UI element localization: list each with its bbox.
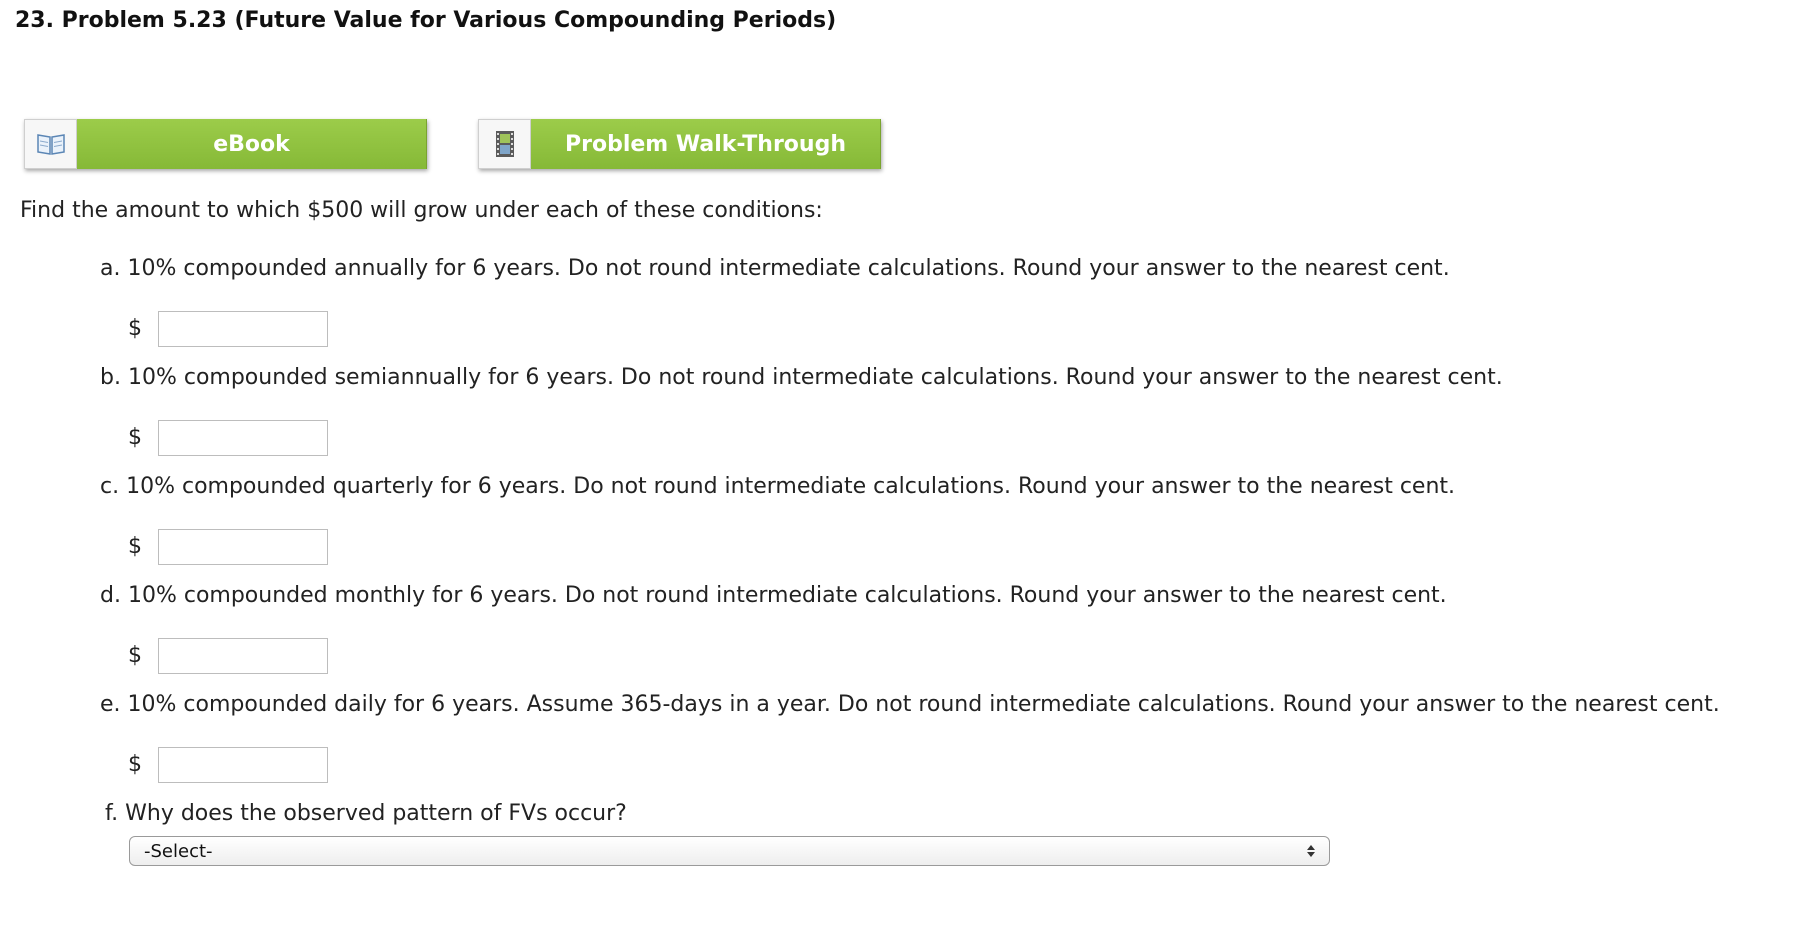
book-icon (24, 119, 77, 169)
question-a-text: a. 10% compounded annually for 6 years. Do not round intermediate calculations. Round your answer to the nearest cent. (100, 256, 1450, 281)
select-arrows-icon (1307, 845, 1315, 857)
currency-symbol-b: $ (128, 425, 142, 450)
ebook-label: eBook (77, 119, 427, 169)
answer-input-c[interactable] (158, 529, 328, 565)
problem-walkthrough-button[interactable] (478, 119, 881, 169)
question-f-text: f. Why does the observed pattern of FVs occur? (105, 801, 627, 826)
film-icon (478, 119, 531, 169)
problem-intro: Find the amount to which $500 will grow under each of these conditions: (20, 198, 823, 223)
currency-symbol-c: $ (128, 534, 142, 559)
answer-input-d[interactable] (158, 638, 328, 674)
question-d-text: d. 10% compounded monthly for 6 years. Do not round intermediate calculations. Round your answer to the nearest cent. (100, 583, 1447, 608)
answer-input-b[interactable] (158, 420, 328, 456)
page-title: 23. Problem 5.23 (Future Value for Various Compounding Periods) (15, 8, 837, 33)
ebook-button[interactable] (24, 119, 427, 169)
currency-symbol-a: $ (128, 316, 142, 341)
currency-symbol-d: $ (128, 643, 142, 668)
question-b-text: b. 10% compounded semiannually for 6 years. Do not round intermediate calculations. Round your answer to the nearest cent. (100, 365, 1503, 390)
question-e-text: e. 10% compounded daily for 6 years. Assume 365-days in a year. Do not round intermediate calculations. Round your answer to the nearest cent. (100, 692, 1720, 717)
question-c-text: c. 10% compounded quarterly for 6 years. Do not round intermediate calculations. Round your answer to the nearest cent. (100, 474, 1456, 499)
answer-input-e[interactable] (158, 747, 328, 783)
fv-pattern-select-value: -Select- (144, 840, 213, 862)
answer-input-a[interactable] (158, 311, 328, 347)
currency-symbol-e: $ (128, 752, 142, 777)
fv-pattern-select[interactable] (129, 836, 1330, 866)
problem-walkthrough-label: Problem Walk-Through (531, 119, 881, 169)
